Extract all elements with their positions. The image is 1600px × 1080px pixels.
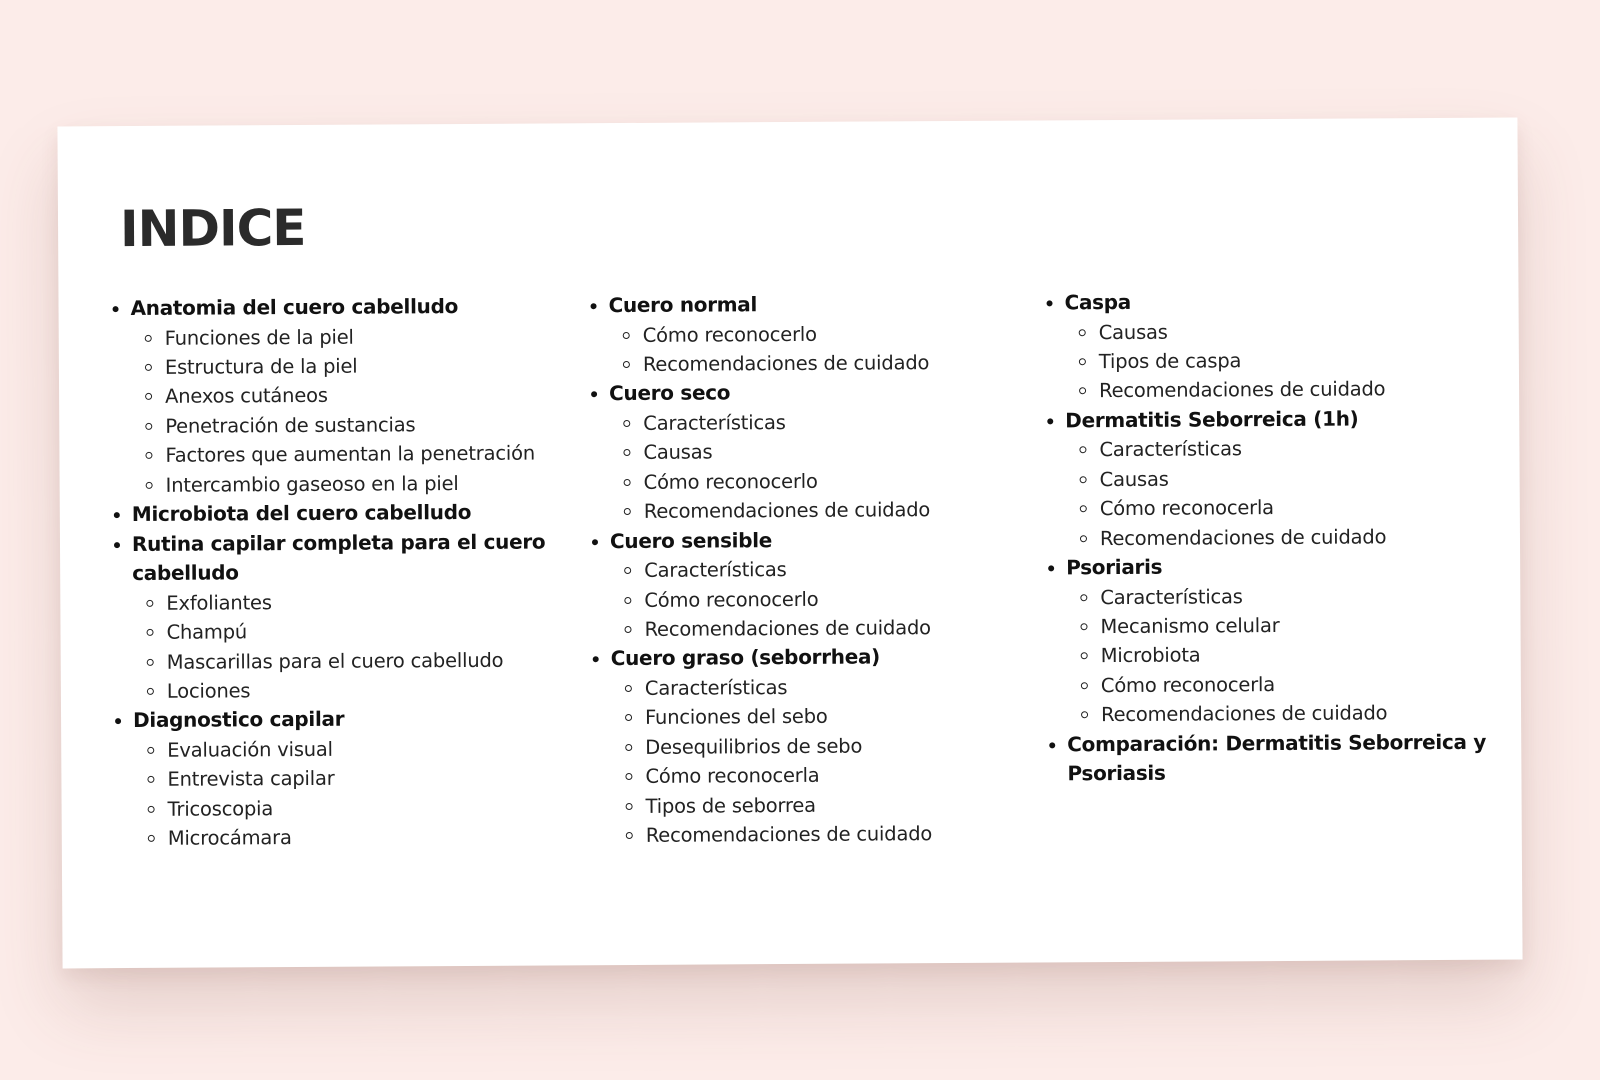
topic-item — [1045, 404, 1486, 554]
subtopic-list — [131, 321, 572, 500]
hollow-bullet-icon — [626, 803, 633, 810]
index-column-2 — [588, 289, 1011, 851]
bullet-icon — [1047, 300, 1053, 306]
subtopic-item — [1066, 492, 1486, 524]
hollow-bullet-icon — [624, 567, 631, 574]
subtopic-list — [609, 318, 1009, 379]
subtopic-label: Causas — [643, 440, 713, 465]
topic-label: Cuero graso (seborrhea) — [610, 644, 881, 671]
subtopic-list — [610, 554, 1011, 645]
subtopic-list — [611, 672, 1012, 851]
subtopic-item — [1066, 580, 1486, 612]
topic-label: Diagnostico capilar — [132, 707, 345, 733]
subtopic-label: Cómo reconocerla — [1100, 672, 1276, 697]
subtopic-item — [609, 318, 1009, 350]
hollow-bullet-icon — [146, 482, 153, 489]
hollow-bullet-icon — [1080, 594, 1087, 601]
subtopic-item — [612, 789, 1012, 821]
hollow-bullet-icon — [1081, 653, 1088, 660]
hollow-bullet-icon — [145, 423, 152, 430]
subtopic-item — [131, 380, 571, 412]
bullet-icon — [114, 542, 120, 548]
subtopic-item — [611, 760, 1011, 792]
bullet-icon — [592, 539, 598, 545]
subtopic-label: Cómo reconocerla — [1099, 496, 1274, 521]
subtopic-item — [612, 819, 1012, 851]
subtopic-label: Causas — [1098, 320, 1168, 344]
hollow-bullet-icon — [148, 835, 155, 842]
hollow-bullet-icon — [626, 832, 633, 839]
topic-item — [112, 527, 573, 707]
hollow-bullet-icon — [625, 773, 632, 780]
hollow-bullet-icon — [623, 332, 630, 339]
hollow-bullet-icon — [625, 714, 632, 721]
subtopic-label: Desequilibrios de sebo — [645, 734, 863, 759]
subtopic-item — [610, 495, 1010, 527]
hollow-bullet-icon — [623, 420, 630, 427]
topic-item — [112, 497, 572, 529]
subtopic-label: Funciones del sebo — [644, 705, 828, 730]
subtopic-label: Evaluación visual — [167, 737, 333, 762]
topic-item — [1044, 286, 1485, 406]
subtopic-item — [132, 586, 572, 618]
topic-label: Dermatitis Seborreica (1h) — [1065, 406, 1359, 433]
subtopic-item — [133, 674, 573, 706]
subtopic-label: Cómo reconocerlo — [642, 322, 817, 347]
topic-label: Caspa — [1064, 289, 1132, 315]
subtopic-label: Tricoscopia — [167, 797, 274, 821]
hollow-bullet-icon — [1081, 682, 1088, 689]
subtopic-item — [610, 554, 1010, 586]
bullet-icon — [591, 303, 597, 309]
bullet-icon — [1049, 742, 1055, 748]
subtopic-item — [1065, 374, 1485, 406]
subtopic-label: Funciones de la piel — [164, 325, 354, 350]
subtopic-item — [1067, 698, 1487, 730]
subtopic-label: Cómo reconocerlo — [644, 587, 819, 612]
subtopic-label: Características — [643, 411, 786, 435]
hollow-bullet-icon — [625, 626, 632, 633]
hollow-bullet-icon — [147, 776, 154, 783]
subtopic-item — [610, 613, 1010, 645]
topic-label: Anatomia del cuero cabelludo — [130, 294, 459, 321]
topic-item — [591, 642, 1012, 851]
hollow-bullet-icon — [624, 508, 631, 515]
subtopic-item — [609, 407, 1009, 439]
topic-label: Comparación: Dermatitis Seborreica y Psoriasis — [1067, 729, 1487, 786]
subtopic-label: Penetración de sustancias — [165, 413, 416, 438]
subtopic-item — [610, 465, 1010, 497]
hollow-bullet-icon — [1080, 535, 1087, 542]
subtopic-item — [134, 822, 574, 854]
subtopic-item — [609, 436, 1009, 468]
subtopic-item — [131, 321, 571, 353]
subtopic-list — [132, 586, 573, 706]
subtopic-label: Características — [644, 558, 787, 583]
hollow-bullet-icon — [147, 659, 154, 666]
subtopic-label: Microbiota — [1100, 643, 1201, 668]
hollow-bullet-icon — [1079, 447, 1086, 454]
topic-item — [1046, 551, 1487, 730]
subtopic-label: Características — [1100, 584, 1243, 609]
bullet-icon — [115, 719, 121, 725]
topic-label: Cuero sensible — [609, 527, 773, 553]
topic-list — [110, 291, 573, 853]
subtopic-item — [1067, 669, 1487, 701]
slide-page — [57, 118, 1522, 969]
topic-label: Psoriaris — [1066, 554, 1163, 580]
hollow-bullet-icon — [145, 452, 152, 459]
topic-item — [110, 291, 571, 500]
hollow-bullet-icon — [145, 364, 152, 371]
subtopic-item — [1065, 345, 1485, 377]
subtopic-item — [1067, 639, 1487, 671]
subtopic-label: Anexos cutáneos — [165, 384, 328, 409]
subtopic-label: Cómo reconocerlo — [643, 469, 818, 494]
hollow-bullet-icon — [624, 597, 631, 604]
hollow-bullet-icon — [624, 479, 631, 486]
subtopic-list — [1065, 315, 1486, 406]
subtopic-label: Tipos de seborrea — [645, 793, 816, 818]
subtopic-item — [611, 672, 1011, 704]
topic-item — [113, 704, 574, 854]
hollow-bullet-icon — [1079, 358, 1086, 365]
hollow-bullet-icon — [1080, 505, 1087, 512]
subtopic-list — [1066, 580, 1487, 730]
topic-label: Cuero seco — [609, 380, 731, 406]
hollow-bullet-icon — [625, 744, 632, 751]
subtopic-label: Lociones — [166, 679, 251, 703]
subtopic-item — [131, 350, 571, 382]
topic-list — [1044, 286, 1487, 790]
hollow-bullet-icon — [625, 685, 632, 692]
subtopic-label: Características — [1099, 437, 1242, 462]
subtopic-list — [1065, 433, 1486, 553]
subtopic-label: Recomendaciones de cuidado — [644, 616, 931, 641]
hollow-bullet-icon — [1079, 329, 1086, 336]
subtopic-item — [1065, 315, 1485, 347]
topic-item — [589, 377, 1010, 527]
subtopic-label: Causas — [1099, 467, 1169, 491]
hollow-bullet-icon — [146, 600, 153, 607]
topic-item — [588, 289, 1009, 380]
subtopic-label: Champú — [166, 620, 248, 645]
subtopic-list — [133, 733, 574, 853]
topic-item — [1047, 727, 1487, 789]
topic-list — [588, 289, 1011, 851]
subtopic-item — [133, 733, 573, 765]
subtopic-label: Características — [644, 676, 788, 700]
subtopic-item — [131, 439, 571, 471]
hollow-bullet-icon — [147, 629, 154, 636]
hollow-bullet-icon — [1080, 476, 1087, 483]
subtopic-item — [131, 409, 571, 441]
subtopic-label: Recomendaciones de cuidado — [1099, 524, 1387, 550]
subtopic-item — [1066, 610, 1486, 642]
subtopic-item — [1065, 433, 1485, 465]
subtopic-item — [611, 701, 1011, 733]
subtopic-label: Recomendaciones de cuidado — [645, 822, 933, 847]
subtopic-label: Recomendaciones de cuidado — [642, 351, 930, 376]
hollow-bullet-icon — [145, 393, 152, 400]
topic-label: Microbiota del cuero cabelludo — [131, 499, 472, 527]
subtopic-list — [609, 407, 1010, 527]
hollow-bullet-icon — [145, 334, 152, 341]
hollow-bullet-icon — [1079, 388, 1086, 395]
subtopic-label: Recomendaciones de cuidado — [1099, 377, 1386, 403]
bullet-icon — [591, 392, 597, 398]
subtopic-label: Microcámara — [167, 826, 292, 851]
subtopic-label: Recomendaciones de cuidado — [1100, 701, 1388, 727]
topic-label: Rutina capilar completa para el cuero cabelludo — [131, 529, 546, 586]
subtopic-label: Intercambio gaseoso en la piel — [165, 471, 459, 497]
index-column-1 — [110, 291, 573, 853]
hollow-bullet-icon — [1081, 711, 1088, 718]
subtopic-item — [609, 348, 1009, 380]
hollow-bullet-icon — [147, 688, 154, 695]
bullet-icon — [113, 306, 119, 312]
subtopic-item — [610, 583, 1010, 615]
subtopic-label: Cómo reconocerla — [645, 764, 820, 789]
bullet-icon — [593, 657, 599, 663]
subtopic-item — [133, 645, 573, 677]
subtopic-label: Entrevista capilar — [167, 767, 335, 792]
topic-item — [590, 524, 1011, 644]
hollow-bullet-icon — [623, 361, 630, 368]
subtopic-item — [134, 792, 574, 824]
subtopic-label: Factores que aumentan la penetración — [165, 441, 536, 468]
bullet-icon — [1047, 418, 1053, 424]
subtopic-label: Estructura de la piel — [164, 354, 358, 379]
subtopic-label: Mecanismo celular — [1100, 614, 1280, 639]
subtopic-item — [1066, 521, 1486, 553]
subtopic-item — [133, 763, 573, 795]
bullet-icon — [1048, 565, 1054, 571]
hollow-bullet-icon — [147, 747, 154, 754]
topic-label: Cuero normal — [608, 292, 758, 318]
subtopic-label: Tipos de caspa — [1098, 349, 1242, 374]
subtopic-label: Mascarillas para el cuero cabelludo — [166, 648, 504, 674]
page-title: INDICE — [119, 198, 306, 259]
subtopic-item — [611, 730, 1011, 762]
hollow-bullet-icon — [623, 449, 630, 456]
subtopic-label: Exfoliantes — [166, 590, 272, 615]
subtopic-label: Recomendaciones de cuidado — [643, 498, 931, 524]
subtopic-item — [132, 468, 572, 500]
subtopic-item — [132, 616, 572, 648]
hollow-bullet-icon — [148, 806, 155, 813]
index-column-3 — [1044, 286, 1487, 790]
hollow-bullet-icon — [1080, 623, 1087, 630]
bullet-icon — [114, 512, 120, 518]
subtopic-item — [1066, 463, 1486, 495]
